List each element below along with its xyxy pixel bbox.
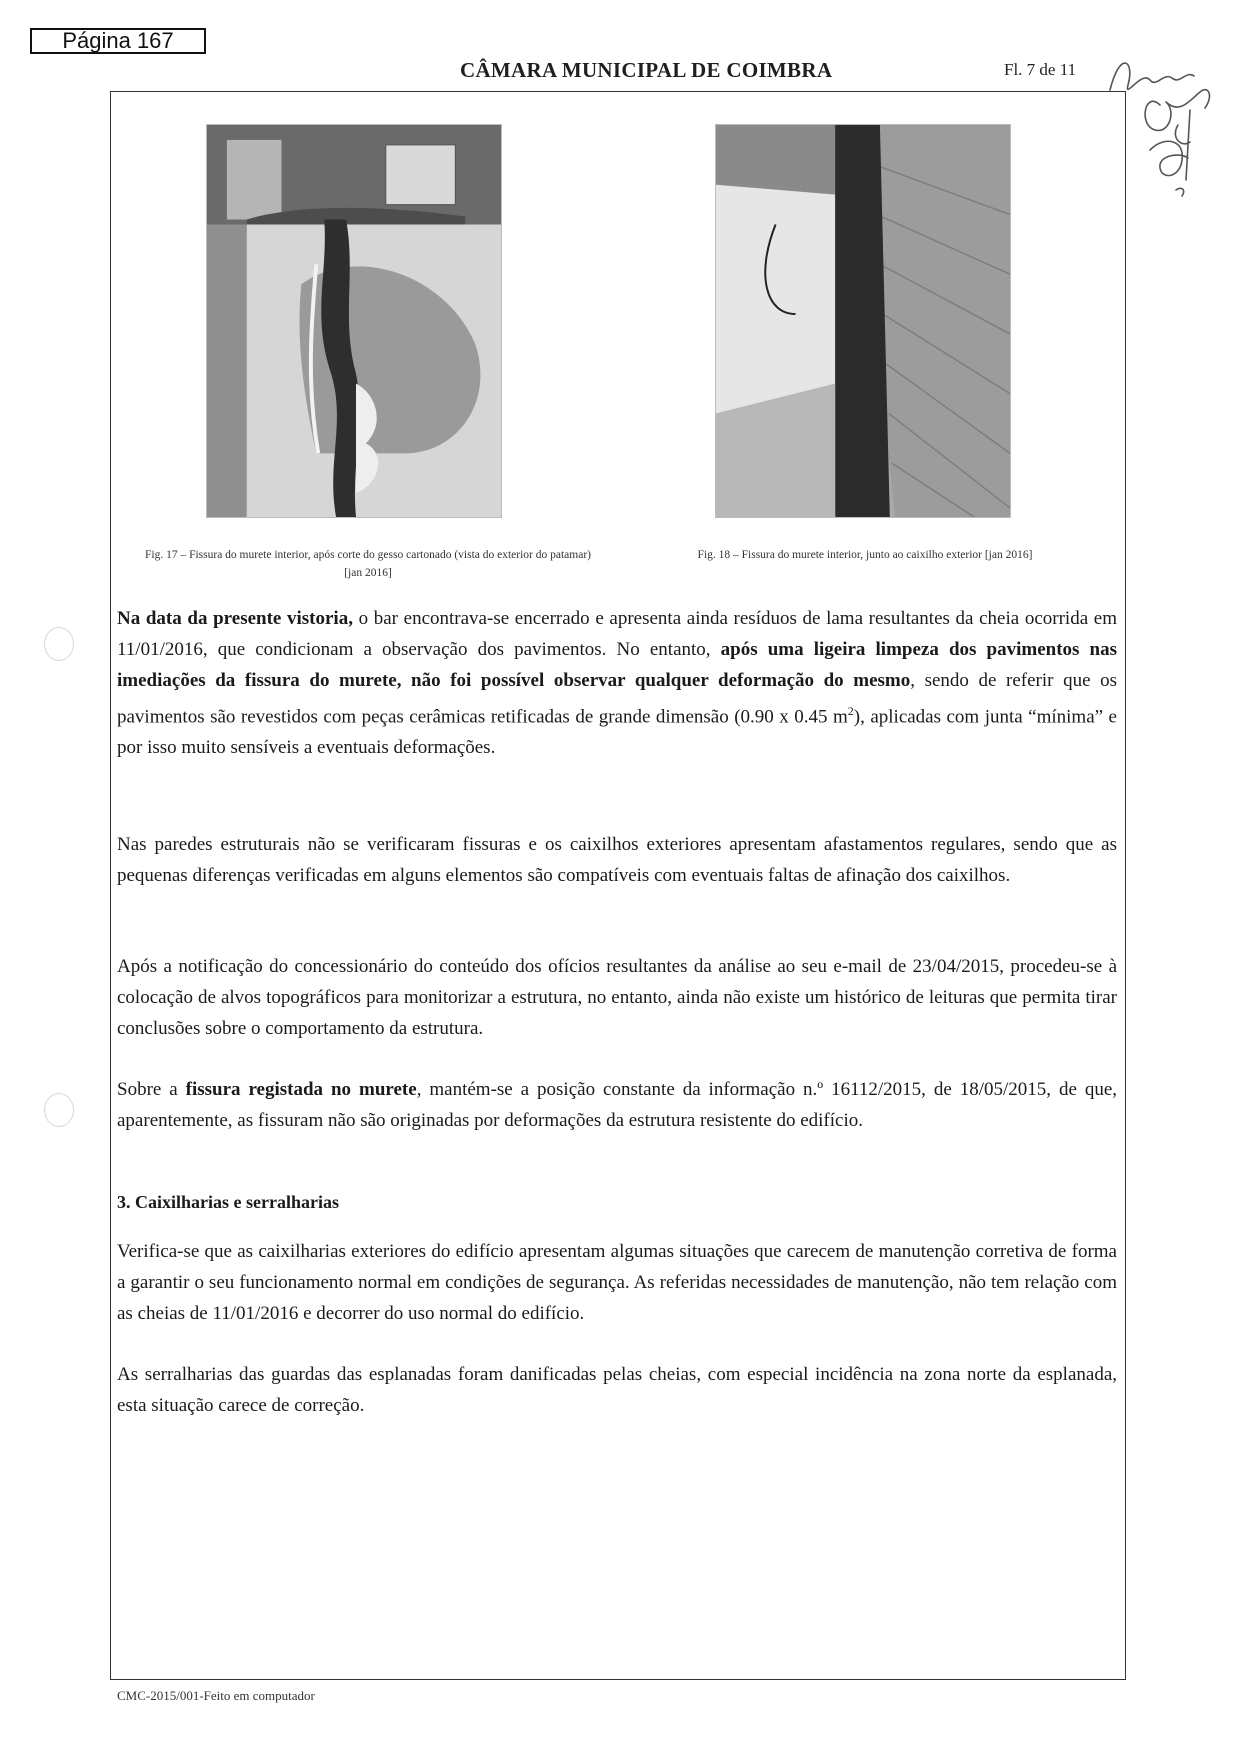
paragraph-text: o bar encontrava-se encerrado e apresenta ainda resíduos de lama resultantes da cheia ocorrida em 11/01/2016, que condicionam a observação dos pavimentos. No entanto,: [117, 608, 1117, 660]
paragraph-vistoria: [117, 603, 1117, 763]
page-label: Página 167: [30, 28, 206, 54]
paragraph-serralharias: As serralharias das guardas das esplanadas foram danificadas pelas cheias, com especial incidência na zona norte da esplanada, esta situação carece de correção.: [117, 1364, 1117, 1416]
paragraph-paredes: Nas paredes estruturais não se verificaram fissuras e os caixilhos exteriores apresentam afastamentos regulares, sendo que as pequenas diferenças verificadas em alguns elementos são compatíveis com eventuais faltas de afinação dos caixilhos.: [117, 834, 1117, 886]
paragraph-bold-text: Na data da presente vistoria,: [117, 608, 353, 629]
folio-number: Fl. 7 de 11: [1004, 60, 1077, 79]
paragraph-bold-text: após uma ligeira limpeza dos pavimentos nas imediações da fissura do murete, não foi possível observar qualquer deformação do mesmo: [117, 639, 1117, 691]
punch-hole-top: [44, 627, 74, 661]
figure-18-caption: Fig. 18 – Fissura do murete interior, junto ao caixilho exterior [jan 2016]: [697, 549, 1033, 561]
paragraph-text: ), aplicadas com junta “mínima” e por isso muito sensíveis a eventuais deformações.: [117, 706, 1117, 759]
figure-18-photo: [715, 124, 1011, 518]
paragraph-text: , sendo de referir que os pavimentos são revestidos com peças cerâmicas retificadas de grande dimensão (0.90 x 0.45 m: [117, 670, 1117, 728]
figure-17-caption: Fig. 17 – Fissura do murete interior, após corte do gesso cartonado (vista do exterior do patamar) [jan 2016]: [144, 549, 591, 579]
paragraph-text: Sobre a: [117, 1079, 186, 1100]
footer-code: CMC-2015/001-Feito em computador: [117, 1688, 315, 1703]
paragraph-text: , mantém-se a posição constante da informação n.º 16112/2015, de 18/05/2015, de que, aparentemente, as fissuram não são originadas por deformações da estrutura resistente do edifício.: [117, 1079, 1118, 1131]
paragraph-caixilharias: Verifica-se que as caixilharias exteriores do edifício apresentam algumas situações que carecem de manutenção corretiva de forma a garantir o seu funcionamento normal em condições de segurança. As referidas necessidades de manutenção, não tem relação com as cheias de 11/01/2016 e decorrer do uso normal do edifício.: [117, 1241, 1117, 1324]
punch-hole-bottom: [44, 1093, 74, 1127]
paragraph-notificacao: Após a notificação do concessionário do conteúdo dos ofícios resultantes da análise ao seu e-mail de 23/04/2015, procedeu-se à colocação de alvos topográficos para monitorizar a estrutura, no entanto, ainda não existe um histórico de leituras que permita tirar conclusões sobre o comportamento da estrutura.: [117, 956, 1117, 1039]
paragraph-fissura: [117, 1074, 1117, 1136]
paragraph-bold-text: fissura registada no murete: [185, 1079, 417, 1100]
header-title: CÂMARA MUNICIPAL DE COIMBRA: [460, 58, 833, 82]
section-heading: 3. Caixilharias e serralharias: [117, 1192, 339, 1212]
figure-17-photo: [206, 124, 502, 518]
superscript: 2: [847, 704, 854, 718]
